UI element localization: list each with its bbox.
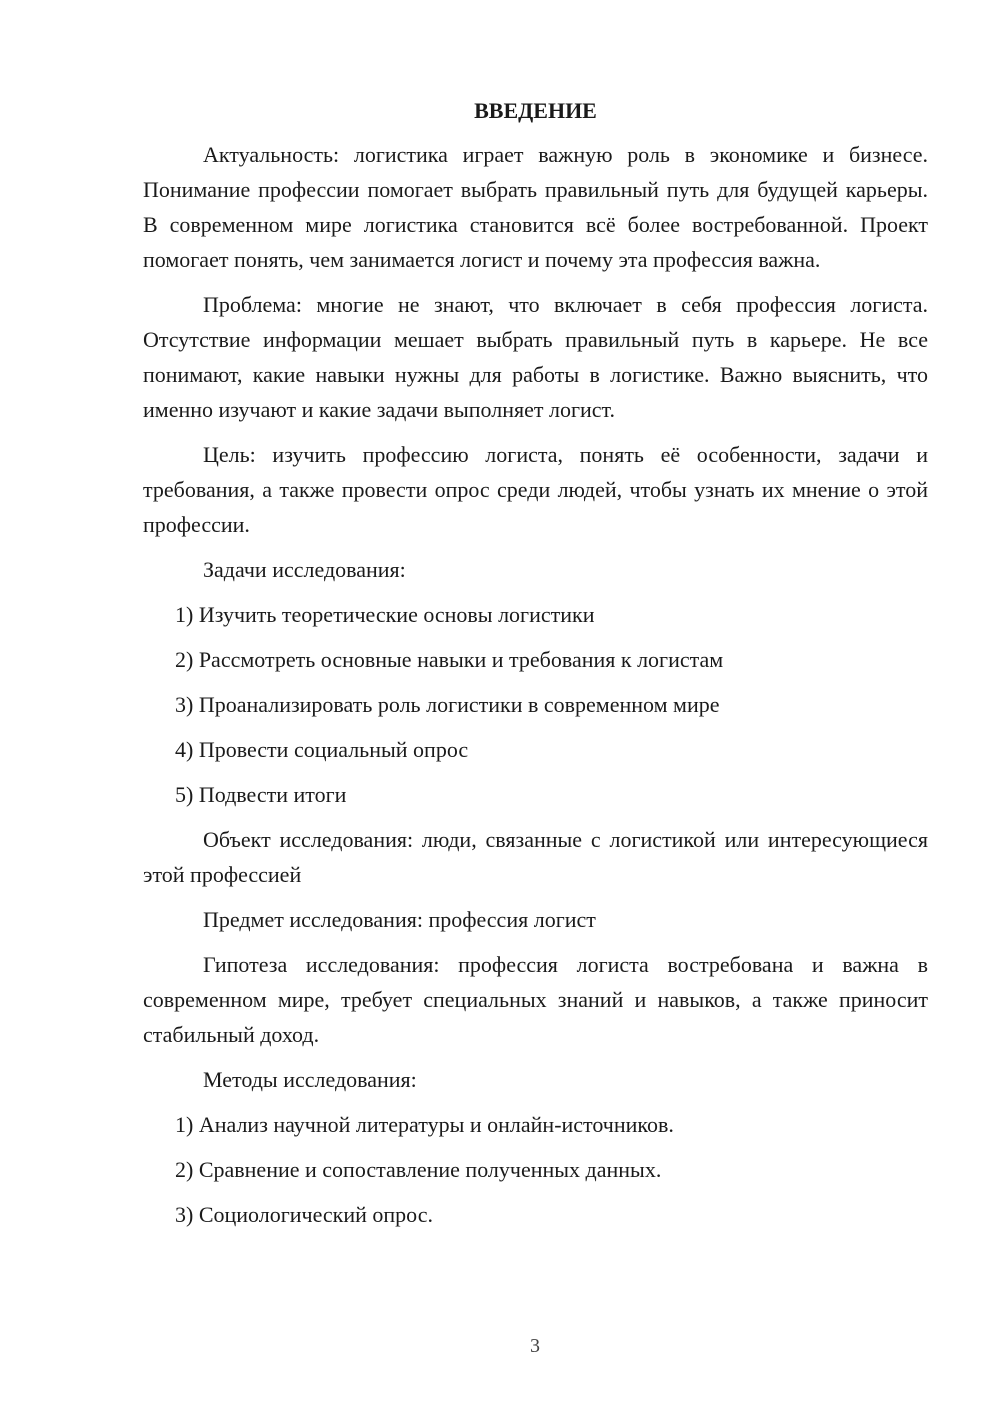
paragraph-object: Объект исследования: люди, связанные с логистикой или интересующиеся этой профессией xyxy=(143,827,928,887)
tasks-heading: Задачи исследования: xyxy=(203,557,406,582)
document-body xyxy=(143,95,928,1242)
methods-list xyxy=(143,1107,928,1232)
paragraph-hypothesis: Гипотеза исследования: профессия логиста востребована и важна в современном мире, требует специальных знаний и навыков, а также приносит стабильный доход. xyxy=(143,952,928,1047)
list-item: 3) Социологический опрос. xyxy=(175,1202,433,1227)
list-item: 2) Сравнение и сопоставление полученных данных. xyxy=(175,1157,662,1182)
paragraph-relevance: Актуальность: логистика играет важную роль в экономике и бизнесе. Понимание профессии помогает выбрать правильный путь для будущей карьеры. В современном мире логистика становится всё более востребованной. Проект помогает понять, чем занимается логист и почему эта профессия важна. xyxy=(143,142,928,272)
paragraph-goal: Цель: изучить профессию логиста, понять её особенности, задачи и требования, а также провести опрос среди людей, чтобы узнать их мнение о этой профессии. xyxy=(143,442,928,537)
page-number: 3 xyxy=(530,1335,540,1357)
list-item: 5) Подвести итоги xyxy=(175,782,347,807)
list-item: 2) Рассмотреть основные навыки и требования к логистам xyxy=(175,647,724,672)
list-item: 4) Провести социальный опрос xyxy=(175,737,469,762)
tasks-list xyxy=(143,597,928,812)
list-item: 1) Анализ научной литературы и онлайн-источников. xyxy=(175,1112,674,1137)
section-title: ВВЕДЕНИЕ xyxy=(474,98,597,123)
list-item: 3) Проанализировать роль логистики в современном мире xyxy=(175,692,720,717)
methods-heading: Методы исследования: xyxy=(203,1067,417,1092)
paragraph-problem: Проблема: многие не знают, что включает в себя профессия логиста. Отсутствие информации мешает выбрать правильный путь в карьере. Не все понимают, какие навыки нужны для работы в логистике. Важно выяснить, что именно изучают и какие задачи выполняет логист. xyxy=(143,292,928,422)
list-item: 1) Изучить теоретические основы логистики xyxy=(175,602,595,627)
paragraph-subject: Предмет исследования: профессия логист xyxy=(203,907,596,932)
